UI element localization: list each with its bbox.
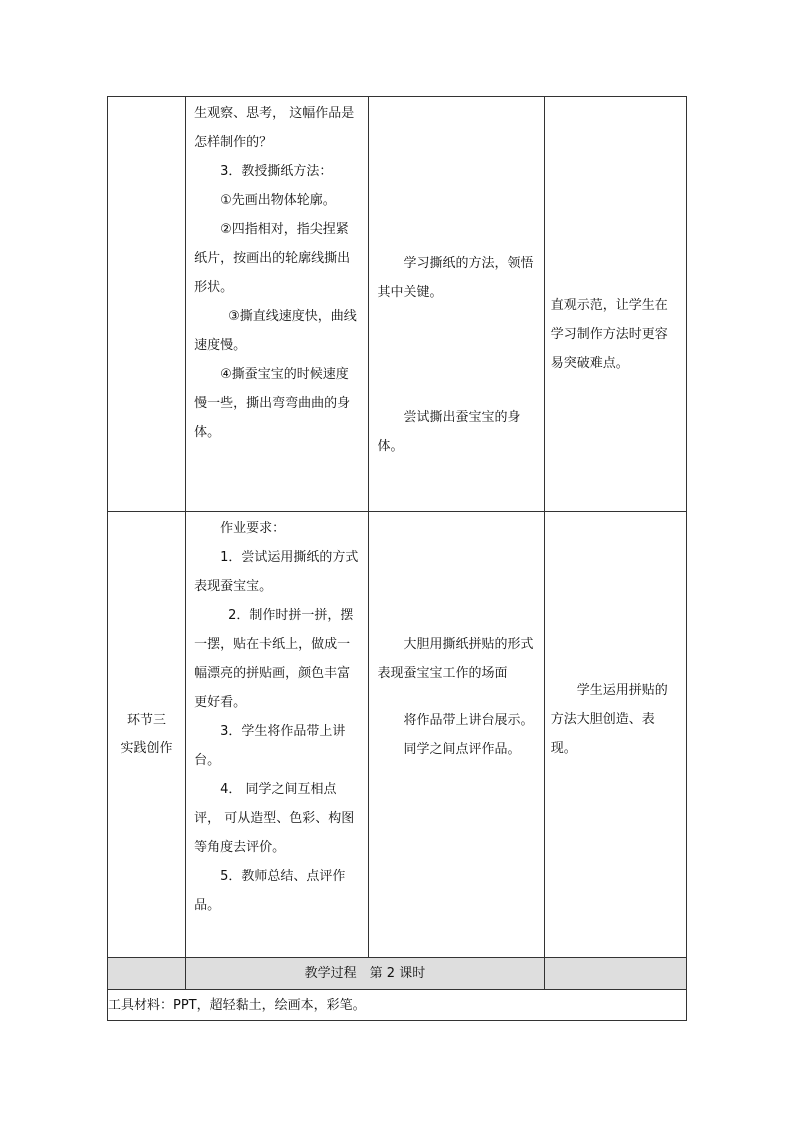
teacher-text: 生观察、思考， 这幅作品是怎样制作的？ [194,106,355,150]
table-row [108,97,687,512]
student-text: 同学之间点评作品。 [403,742,521,757]
table-row [108,512,687,958]
teacher-activity-cell [186,97,369,512]
process-header-cell [544,958,686,990]
teacher-text: ①先画出物体轮廓。 [220,193,336,208]
student-text: 尝试撕出蚕宝宝的身体。 [377,410,521,454]
stage-title: 实践创作 [120,740,173,756]
student-activity-cell [369,512,544,958]
student-activity-cell [369,97,544,512]
teacher-text: ③撕直线速度快，曲线速度慢。 [194,309,357,353]
teacher-text: ④撕蚕宝宝的时候速度慢一些，撕出弯弯曲曲的身体。 [194,367,351,440]
teacher-text: 4． 同学之间互相点评， 可从造型、色彩、构图等角度去评价。 [194,782,355,855]
teacher-text: 2．制作时拼一拼，摆一摆，贴在卡纸上，做成一幅漂亮的拼贴画，颜色丰富更好看。 [194,608,354,710]
teacher-text: 1．尝试运用撕纸的方式表现蚕宝宝。 [194,550,359,594]
stage-cell [108,97,186,512]
student-text: 将作品带上讲台展示。 [403,713,534,728]
intent-text: 学生运用拼贴的方法大胆创造、表现。 [550,683,668,756]
materials-row [108,990,687,1021]
process-header-cell [108,958,186,990]
design-intent-cell [544,97,686,512]
teacher-text: 3．教授撕纸方法： [220,164,333,179]
stage-cell [108,512,186,958]
stage-label: 环节三 [127,712,167,728]
design-intent-cell [544,512,686,958]
process-header-row [108,958,687,990]
materials-text: 工具材料：PPT，超轻黏土，绘画本，彩笔。 [108,990,687,1021]
teacher-text: 5．教师总结、点评作品。 [194,869,346,913]
student-text: 大胆用撕纸拼贴的形式表现蚕宝宝工作的场面 [377,637,534,681]
intent-text: 直观示范，让学生在学习制作方法时更容易突破难点。 [550,298,668,371]
teacher-text: 3．学生将作品带上讲台。 [194,724,346,768]
teacher-text: 作业要求： [220,521,286,536]
lesson-period-label: 教学过程 第 2 课时 [186,958,545,990]
teacher-activity-cell [186,512,369,958]
student-text: 学习撕纸的方法，领悟其中关键。 [377,256,534,300]
lesson-plan-table [107,96,687,1021]
teacher-text: ②四指相对，指尖捏紧纸片，按画出的轮廓线撕出形状。 [194,222,351,295]
